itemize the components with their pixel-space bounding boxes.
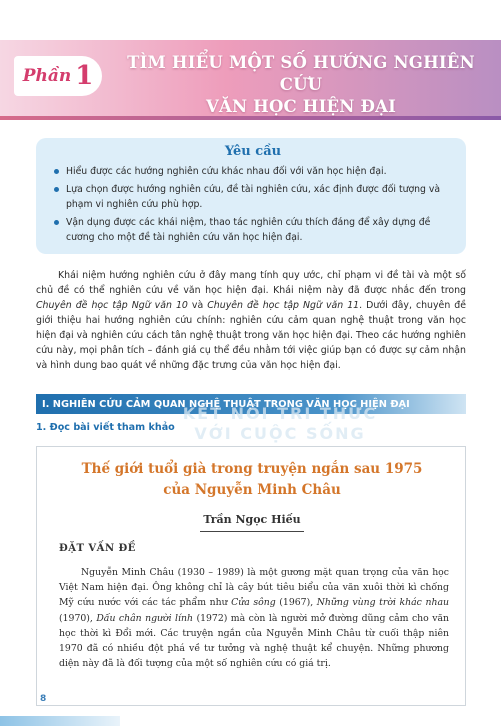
requirements-box xyxy=(36,138,466,254)
author-underline xyxy=(200,531,304,532)
intro-paragraph xyxy=(36,268,466,373)
part-label-tab xyxy=(14,56,102,96)
book-title: Chuyên đề học tập Ngữ văn 10 xyxy=(36,300,188,311)
work-title: Những vùng trời khác nhau xyxy=(316,597,449,609)
article-text: (1967), xyxy=(275,597,317,609)
publisher-watermark xyxy=(150,404,410,444)
sub-heading: 1. Đọc bài viết tham khảo xyxy=(36,422,175,433)
intro-text: . Dưới đây, chuyên đề giới thiệu hai hướng nghiên cứu chính: nghiên cứu cảm quan nghệ thuật trong văn học hiện đại và nghiên cứu cách tân nghệ thuật trong văn học hiện đại. Theo các hướng nghiên cứu này, mọi phân tích – đánh giá cụ thể đều nhằm tới việc giúp bạn có được sự cảm nhận và hình dung bao quát về những đặc trưng của văn học hiện đại. xyxy=(36,300,467,371)
chapter-title xyxy=(108,52,494,118)
article-title xyxy=(37,459,467,501)
watermark-line-2: VỚI CUỘC SỐNG xyxy=(194,424,366,443)
article-author: Trần Ngọc Hiếu xyxy=(203,513,301,526)
intro-text: Khái niệm hướng nghiên cứu ở đây mang tính quy ước, chỉ phạm vi đề tài và một số chủ đề có thể nghiên cứu về văn học hiện đại. Khái niệm này đã được nhắc đến trong xyxy=(36,270,466,296)
work-title: Dấu chân người lính xyxy=(96,612,193,624)
intro-text: và xyxy=(187,300,208,311)
footer-strip xyxy=(0,716,120,726)
watermark-line-1: KẾT NỐI TRI THỨC xyxy=(182,404,378,423)
work-title: Cửa sông xyxy=(231,597,276,609)
requirement-item: Vận dụng được các khái niệm, thao tác nghiên cứu thích đáng để xây dựng đề cương cho một đề tài nghiên cứu văn học hiện đại. xyxy=(54,215,452,245)
article-paragraph xyxy=(59,565,449,671)
part-word: Phần xyxy=(22,66,72,86)
section-heading: I. NGHIÊN CỨU CẢM QUAN NGHỆ THUẬT TRONG VĂN HỌC HIỆN ĐẠI xyxy=(42,398,410,410)
article-section-heading: ĐẶT VẤN ĐỀ xyxy=(59,543,136,554)
chapter-title-line-2: VĂN HỌC HIỆN ĐẠI xyxy=(205,97,397,116)
article-title-line-1: Thế giới tuổi già trong truyện ngắn sau 1975 xyxy=(81,461,423,477)
page-number: 8 xyxy=(40,694,47,704)
article-text: Nguyễn Minh Châu (1930 – 1989) là một gương mặt quan trọng của văn học Việt Nam hiện đại. Ông không chỉ là cây bút tiêu biểu của văn xuôi thời kì chống Mỹ cứu nước với các tác phẩm như xyxy=(59,567,449,609)
article-card xyxy=(36,446,466,706)
requirement-item: Hiểu được các hướng nghiên cứu khác nhau đối với văn học hiện đại. xyxy=(54,164,452,179)
requirements-title: Yêu cầu xyxy=(224,144,282,159)
requirement-item: Lựa chọn được hướng nghiên cứu, đề tài nghiên cứu, xác định được đối tượng và phạm vi nghiên cứu phù hợp. xyxy=(54,182,452,212)
part-number: 1 xyxy=(75,61,94,91)
chapter-title-line-1: TÌM HIỂU MỘT SỐ HƯỚNG NGHIÊN CỨU xyxy=(127,53,475,94)
book-title: Chuyên đề học tập Ngữ văn 11 xyxy=(207,300,360,311)
article-text: (1970), xyxy=(59,612,97,624)
article-title-line-2: của Nguyễn Minh Châu xyxy=(163,482,341,498)
article-text: (1972) mà còn là người mở đường dũng cảm cho văn học thời kì Đổi mới. Các truyện ngắn của Nguyễn Minh Châu từ cuối thập niên 1970 đã có nhiều đột phá về tư tưởng và nghệ thuật kể chuyện. Những phương diện này đã là đối tượng của một số nghiên cứu có giá trị. xyxy=(59,612,449,670)
